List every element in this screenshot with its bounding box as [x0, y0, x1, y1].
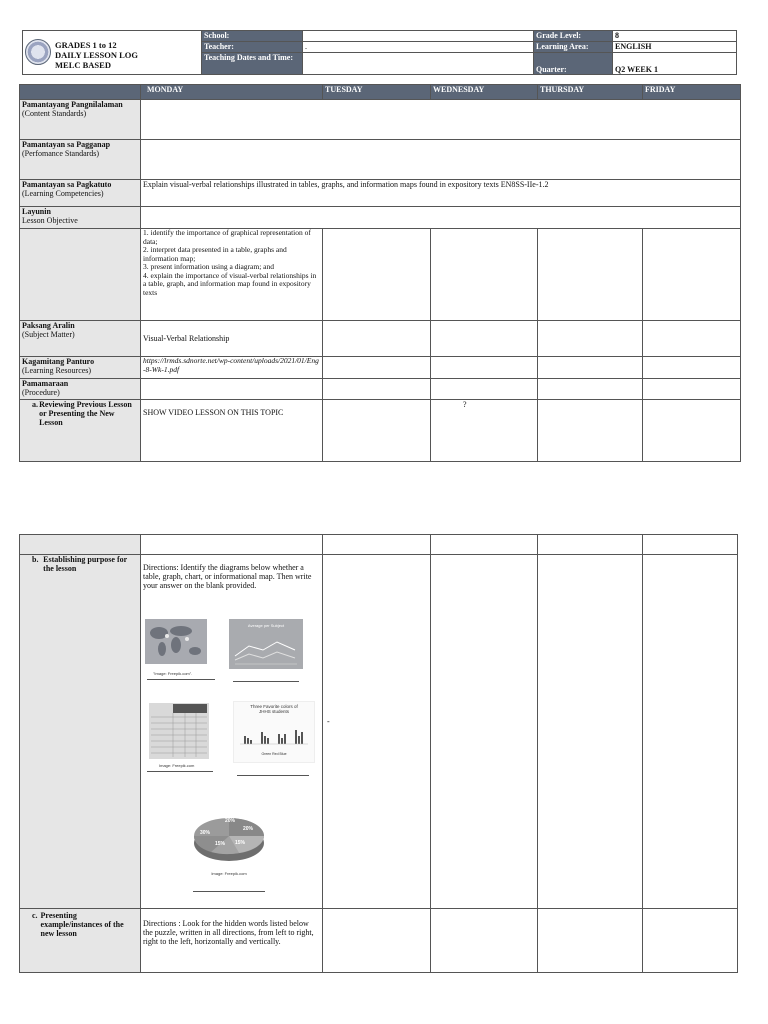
establishing-wednesday: [431, 555, 538, 909]
area-label: Learning Area:: [534, 42, 613, 53]
content-standards-label: [20, 100, 141, 140]
answer-blank-3[interactable]: [147, 771, 213, 772]
world-map-icon: [145, 619, 207, 664]
procedure-wednesday: [431, 379, 538, 400]
procedure-tuesday: [323, 379, 431, 400]
lesson-table-page1: [19, 84, 741, 462]
objective-wednesday: [431, 229, 538, 321]
grade-label: Grade Level:: [534, 31, 613, 42]
procedure-monday: [141, 379, 323, 400]
bar-chart-icon: [234, 714, 314, 754]
subject-matter-title: Paksang Aralin: [22, 321, 75, 330]
presenting-thursday: [538, 909, 643, 973]
day-friday: FRIDAY: [643, 85, 741, 100]
page2-header-label: [20, 535, 141, 555]
resources-tuesday: [323, 357, 431, 379]
performance-standards-value: [141, 140, 741, 180]
establishing-monday: [141, 555, 323, 909]
presenting-monday: Directions : Look for the hidden words listed below the puzzle, written in all directions, from left to right, right to the left, horizontally and vertically.: [141, 909, 323, 973]
pie-chart-image: [191, 805, 267, 881]
dates-value: [303, 53, 534, 75]
reviewing-monday: SHOW VIDEO LESSON ON THIS TOPIC: [141, 400, 323, 462]
resources-friday: [643, 357, 741, 379]
page2-header-wednesday: [431, 535, 538, 555]
content-standards-title: Pamantayang Pangnilalaman: [22, 100, 123, 109]
header-title-line3: MELC BASED: [55, 60, 111, 70]
bar-chart-legend: Green Red Blue: [261, 752, 287, 756]
presenting-examples-label: [20, 909, 141, 973]
procedure-sub: (Procedure): [22, 388, 60, 397]
map-image: [145, 619, 207, 664]
reviewing-wednesday: ?: [431, 400, 538, 462]
establishing-purpose-label: [20, 555, 141, 909]
pie-caption: Image: Freepik.com: [211, 871, 247, 876]
learning-competencies-value: Explain visual-verbal relationships illustrated in tables, graphs, and information maps found in expository texts EN8SS-IIe-1.2: [141, 180, 741, 207]
page2-header-thursday: [538, 535, 643, 555]
pie-label-4: 15%: [215, 841, 226, 847]
learning-resources-title: Kagamitang Panturo: [22, 357, 95, 366]
header-title-cell: [23, 31, 202, 75]
procedure-friday: [643, 379, 741, 400]
establishing-title: Establishing purpose for the lesson: [43, 555, 128, 573]
dates-label: Teaching Dates and Time:: [202, 53, 303, 75]
objective-header-value: [141, 207, 741, 229]
quarter-value: Q2 WEEK 1: [613, 53, 737, 75]
teacher-value: .: [303, 42, 534, 53]
map-caption: "Image: Freepik.com".: [153, 671, 193, 676]
learning-resources-sub: (Learning Resources): [22, 366, 92, 375]
objective-list: [141, 229, 323, 321]
answer-blank-4[interactable]: [237, 775, 309, 776]
stray-mark: -: [327, 717, 330, 726]
presenting-tuesday: [323, 909, 431, 973]
page2-header-tuesday: [323, 535, 431, 555]
answer-blank-2[interactable]: [233, 681, 299, 682]
subject-wednesday: [431, 321, 538, 357]
procedure-thursday: [538, 379, 643, 400]
subject-tuesday: [323, 321, 431, 357]
pie-label-3: 20%: [243, 826, 254, 832]
reviewing-label: [20, 400, 141, 462]
performance-standards-sub: (Perfomance Standards): [22, 149, 100, 158]
subject-matter-value: Visual-Verbal Relationship: [141, 321, 323, 357]
subject-friday: [643, 321, 741, 357]
bar-chart-image: [233, 701, 315, 763]
reviewing-thursday: [538, 400, 643, 462]
presenting-wednesday: [431, 909, 538, 973]
resources-thursday: [538, 357, 643, 379]
objective-friday: [643, 229, 741, 321]
objective-list-label: [20, 229, 141, 321]
resources-wednesday: [431, 357, 538, 379]
objective-thursday: [538, 229, 643, 321]
objective-item-4: 4. explain the importance of visual-verbal relationships in a table, graph, and information map found in expository texts: [143, 270, 317, 297]
teacher-label: Teacher:: [202, 42, 303, 53]
answer-blank-5[interactable]: [193, 891, 265, 892]
objective-item-3: 3. present information using a diagram; and: [143, 262, 275, 271]
learning-resources-link[interactable]: https://lrmds.sdnorte.net/wp-content/uploads/2021/01/Eng-8-Wk-1.pdf: [141, 357, 323, 379]
subject-matter-label: [20, 321, 141, 357]
performance-standards-label: [20, 140, 141, 180]
lesson-table-page2: [19, 534, 738, 973]
performance-standards-title: Pamantayan sa Pagganap: [22, 140, 111, 149]
area-value: ENGLISH: [613, 42, 737, 53]
table-caption: Image: Freepik.com: [159, 763, 195, 768]
subject-thursday: [538, 321, 643, 357]
learning-resources-label: [20, 357, 141, 379]
subject-matter-sub: (Subject Matter): [22, 330, 75, 339]
school-label: School:: [202, 31, 303, 42]
objective-sub: Lesson Objective: [22, 216, 78, 225]
line-graph-icon: [229, 630, 303, 670]
establishing-tuesday: [323, 555, 431, 909]
table-thumb-icon: [149, 703, 209, 759]
bar-chart-title: Three Favorite colors of JHHS students: [250, 704, 298, 714]
reviewing-tuesday: [323, 400, 431, 462]
content-standards-value: [141, 100, 741, 140]
day-thursday: THURSDAY: [538, 85, 643, 100]
deped-seal-icon: [25, 39, 51, 65]
objective-tuesday: [323, 229, 431, 321]
learning-competencies-label: [20, 180, 141, 207]
pie-label-1: 20%: [225, 818, 236, 824]
header-title-line1: GRADES 1 to 12: [55, 40, 117, 50]
reviewing-letter: a.: [32, 400, 38, 409]
corner-cell: [20, 85, 141, 100]
line-graph-title: Average per Subject: [247, 623, 285, 628]
presenting-title: Presenting example/instances of the new lesson: [40, 911, 124, 938]
presenting-friday: [643, 909, 738, 973]
reviewing-title: Reviewing Previous Lesson or Presenting the New Lesson: [39, 400, 132, 427]
header-table: [22, 30, 737, 75]
procedure-label: [20, 379, 141, 400]
reviewing-friday: [643, 400, 741, 462]
content-standards-sub: (Content Standards): [22, 109, 87, 118]
day-monday: MONDAY: [141, 85, 323, 100]
objective-title: Layunin: [22, 207, 51, 216]
pie-chart-icon: [191, 805, 267, 867]
learning-competencies-title: Pamantayan sa Pagkatuto: [22, 180, 112, 189]
table-image: [149, 703, 209, 759]
page2-header-friday: [643, 535, 738, 555]
pie-label-5: 15%: [235, 840, 246, 846]
day-tuesday: TUESDAY: [323, 85, 431, 100]
establishing-friday: [643, 555, 738, 909]
day-wednesday: WEDNESDAY: [431, 85, 538, 100]
establishing-letter: b.: [32, 555, 39, 564]
objective-label: [20, 207, 141, 229]
header-title-line2: DAILY LESSON LOG: [55, 50, 138, 60]
quarter-label: Quarter:: [534, 53, 613, 75]
presenting-letter: c.: [32, 911, 38, 920]
establishing-directions: Directions: Identify the diagrams below whether a table, graph, chart, or informational map. Then write your answer on the blank provided.: [143, 563, 312, 590]
objective-item-1: 1. identify the importance of graphical representation of data;: [143, 228, 311, 246]
grade-value: 8: [613, 31, 737, 42]
learning-competencies-sub: (Learning Competencies): [22, 189, 104, 198]
establishing-thursday: [538, 555, 643, 909]
line-graph-image: [229, 619, 303, 669]
school-value: [303, 31, 534, 42]
objective-item-2: 2. interpret data presented in a table, graphs and information map;: [143, 245, 287, 263]
answer-blank-1[interactable]: [147, 679, 215, 680]
procedure-title: Pamamaraan: [22, 379, 69, 388]
pie-label-2: 30%: [200, 830, 211, 836]
page2-header-monday: [141, 535, 323, 555]
